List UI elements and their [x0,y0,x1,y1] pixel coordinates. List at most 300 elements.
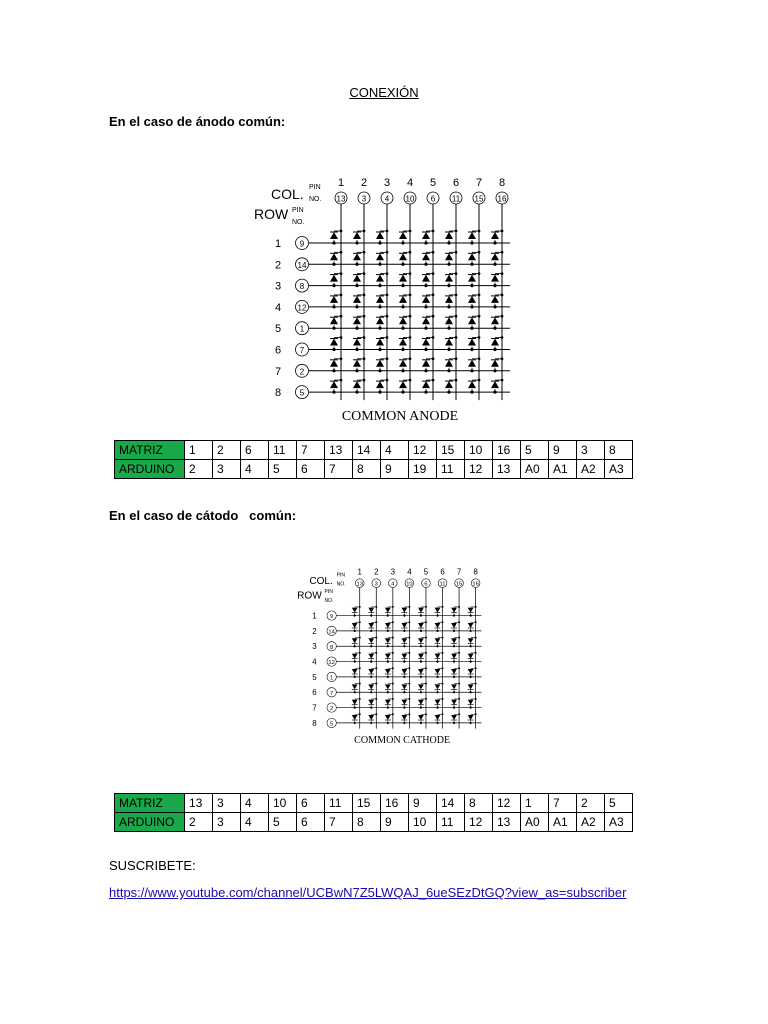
row-label: ROW [297,590,322,602]
junction-dot [442,621,444,623]
led-diode [385,608,391,613]
row-pin-number: 8 [299,282,305,292]
led-diode [353,275,361,282]
table-cell: 7 [549,794,577,813]
led-diode [385,684,391,689]
led-diode [368,623,374,628]
junction-dot [501,230,504,233]
table-cell: 12 [409,441,437,460]
led-diode [451,623,457,628]
junction-dot [409,294,412,297]
led-diode [435,623,441,628]
row-number: 5 [275,323,282,336]
row-number: 3 [275,280,282,293]
junction-dot [442,683,444,685]
col-number: 7 [456,567,462,577]
table-cell: 13 [325,441,353,460]
table-row-arduino [115,460,633,479]
junction-dot [442,713,444,715]
led-diode [330,381,338,388]
led-diode [353,296,361,303]
junction-dot [442,698,444,700]
junction-dot [386,251,389,254]
junction-dot [478,315,481,318]
junction-dot [442,652,444,654]
col-pin-number: 10 [406,581,413,588]
col-pin-number: 4 [384,194,390,204]
table-row-matriz [115,794,633,813]
table-cell: 9 [381,813,409,832]
row-number: 7 [275,365,282,378]
junction-dot [359,667,361,669]
led-diode [468,339,476,346]
table-cell: 5 [269,813,297,832]
led-diode [418,608,424,613]
junction-dot [340,357,343,360]
led-diode [385,623,391,628]
led-diode [451,700,457,705]
schematic-group [254,177,510,424]
table-cell: 14 [437,794,465,813]
led-diode [330,317,338,324]
junction-dot [392,698,394,700]
led-diode [491,317,499,324]
junction-dot [425,621,427,623]
col-label: COL. [271,186,304,202]
cathode-diagram [297,563,495,755]
junction-dot [432,230,435,233]
junction-dot [340,379,343,382]
junction-dot [442,637,444,639]
table-cell: 3 [213,460,241,479]
row-pin-number: 7 [299,346,305,355]
led-diode [376,275,384,282]
led-diode [445,275,453,282]
led-diode [368,715,374,720]
junction-dot [359,713,361,715]
led-diode [399,232,407,239]
anode-diagram [254,170,525,435]
row-pin-number: 9 [299,239,305,249]
col-number: 5 [423,567,429,577]
table-cell: 16 [381,794,409,813]
junction-dot [408,698,410,700]
led-diode [422,339,430,346]
led-diode [352,684,358,689]
junction-dot [409,357,412,360]
pin-label: PIN [292,207,304,214]
junction-dot [340,315,343,318]
pin-label: PIN [309,184,321,191]
led-diode [376,317,384,324]
led-diode [418,638,424,643]
col-pin-number: 6 [430,194,436,204]
common-cathode-schematic [297,563,495,755]
table-cell: 4 [241,794,269,813]
col-label: COL. [309,575,333,587]
junction-dot [392,621,394,623]
row-pin-number: 5 [299,388,305,398]
led-diode [435,654,441,659]
junction-dot [340,251,343,254]
led-diode [468,715,474,720]
led-diode [468,253,476,260]
table-cell: 2 [213,441,241,460]
table-row-label: MATRIZ [115,794,185,813]
junction-dot [375,652,377,654]
table-cell: 12 [465,460,493,479]
table-cell: 3 [213,813,241,832]
led-diode [418,669,424,674]
led-diode [401,654,407,659]
led-diode [376,232,384,239]
led-diode [468,669,474,674]
col-pin-number: 10 [405,194,415,204]
col-pin-number: 3 [374,581,378,588]
table-cell: 8 [353,813,381,832]
row-pin-number: 8 [330,644,334,651]
col-number: 3 [383,177,391,189]
led-diode [385,654,391,659]
led-diode [352,608,358,613]
junction-dot [392,652,394,654]
junction-dot [386,272,389,275]
led-diode [451,684,457,689]
row-number: 1 [275,238,282,250]
row-number: 8 [275,387,282,400]
led-diode [399,275,407,282]
led-diode [376,339,384,346]
led-diode [401,608,407,613]
col-number: 6 [440,567,445,577]
led-diode [451,669,457,674]
cathode-pin-table [114,793,633,832]
led-diode [330,232,338,239]
junction-dot [408,606,410,608]
junction-dot [425,637,427,639]
table-cell: A0 [521,460,549,479]
junction-dot [408,667,410,669]
junction-dot [501,294,504,297]
led-diode [330,253,338,260]
row-number: 7 [312,703,317,713]
led-diode [451,654,457,659]
table-cell: 9 [549,441,577,460]
junction-dot [501,357,504,360]
led-diode [491,296,499,303]
led-diode [352,638,358,643]
led-diode [353,253,361,260]
junction-dot [501,379,504,382]
junction-dot [475,713,477,715]
col-pin-number: 11 [439,581,446,588]
col-number: 2 [360,177,368,189]
row-pin-number: 1 [330,675,334,682]
row-number: 4 [275,301,282,314]
junction-dot [359,683,361,685]
led-diode [468,317,476,324]
led-diode [385,669,391,674]
schematic-group [297,568,481,747]
led-diode [468,232,476,239]
anode-pin-table [114,440,633,479]
table-cell: 6 [241,441,269,460]
table-cell: 2 [185,813,213,832]
led-diode [468,608,474,613]
junction-dot [501,336,504,339]
led-diode [491,253,499,260]
junction-dot [425,652,427,654]
junction-dot [442,667,444,669]
table-cell: 4 [241,460,269,479]
junction-dot [458,606,460,608]
led-diode [422,232,430,239]
led-diode [445,317,453,324]
led-diode [435,638,441,643]
table-cell: 5 [605,794,633,813]
junction-dot [425,713,427,715]
junction-dot [475,652,477,654]
row-label: ROW [254,206,289,222]
row-number: 8 [312,718,317,728]
table-cell: 1 [521,794,549,813]
led-diode [445,360,453,367]
junction-dot [392,637,394,639]
junction-dot [425,698,427,700]
table-cell: 7 [325,460,353,479]
led-diode [352,715,358,720]
pin-label: NO. [292,219,305,226]
junction-dot [442,606,444,608]
junction-dot [363,251,366,254]
table-cell: 11 [437,813,465,832]
junction-dot [363,272,366,275]
col-number: 6 [452,177,460,189]
junction-dot [455,379,458,382]
led-diode [435,608,441,613]
col-pin-number: 16 [497,194,507,204]
junction-dot [501,315,504,318]
led-diode [368,669,374,674]
led-diode [401,700,407,705]
col-number: 5 [429,177,437,189]
led-diode [376,360,384,367]
table-cell: 6 [297,460,325,479]
led-diode [376,296,384,303]
col-pin-number: 16 [472,581,479,588]
row-pin-number: 12 [297,303,307,313]
junction-dot [478,251,481,254]
led-diode [418,623,424,628]
junction-dot [425,683,427,685]
row-number: 6 [275,344,282,357]
led-diode [468,654,474,659]
led-diode [418,684,424,689]
row-number: 2 [312,626,317,636]
junction-dot [363,315,366,318]
led-diode [353,317,361,324]
common-anode-schematic [254,170,525,435]
diagram-caption: COMMON CATHODE [354,735,451,747]
led-diode [435,715,441,720]
led-diode [368,608,374,613]
junction-dot [432,336,435,339]
led-diode [418,715,424,720]
junction-dot [392,713,394,715]
led-diode [352,623,358,628]
table-cell: 1 [185,441,213,460]
junction-dot [455,272,458,275]
junction-dot [475,698,477,700]
junction-dot [386,315,389,318]
table-cell: 15 [353,794,381,813]
col-number: 1 [357,567,362,577]
led-diode [330,275,338,282]
table-cell: 7 [325,813,353,832]
led-diode [330,296,338,303]
table-cell: 8 [465,794,493,813]
junction-dot [386,294,389,297]
table-cell: 11 [269,441,297,460]
led-diode [399,381,407,388]
row-pin-number: 12 [328,660,335,667]
junction-dot [432,294,435,297]
junction-dot [408,652,410,654]
junction-dot [458,652,460,654]
junction-dot [386,230,389,233]
led-diode [353,339,361,346]
led-diode [418,654,424,659]
row-number: 5 [312,672,317,682]
table-cell: 10 [409,813,437,832]
youtube-channel-link[interactable]: https://www.youtube.com/channel/UCBwN7Z5LWQAJ_6ueSEzDtGQ?view_as=subscriber [109,885,627,900]
junction-dot [392,606,394,608]
junction-dot [386,379,389,382]
table-cell: A2 [577,813,605,832]
row-pin-number: 5 [330,721,334,728]
led-diode [401,669,407,674]
table-cell: 11 [437,460,465,479]
table-cell: 13 [493,813,521,832]
junction-dot [392,667,394,669]
junction-dot [375,713,377,715]
row-number: 6 [312,688,317,698]
junction-dot [409,230,412,233]
led-diode [491,339,499,346]
junction-dot [359,637,361,639]
led-diode [468,360,476,367]
junction-dot [386,357,389,360]
table-cell: 10 [269,794,297,813]
led-diode [376,253,384,260]
col-number: 4 [406,177,414,189]
led-diode [422,360,430,367]
junction-dot [409,379,412,382]
led-diode [401,638,407,643]
junction-dot [425,606,427,608]
led-diode [435,684,441,689]
row-pin-number: 2 [299,367,305,377]
junction-dot [475,606,477,608]
table-cell: 9 [381,460,409,479]
junction-dot [375,683,377,685]
junction-dot [340,336,343,339]
led-diode [353,360,361,367]
junction-dot [478,336,481,339]
junction-dot [458,698,460,700]
pin-label: PIN [324,589,333,596]
row-pin-number: 1 [299,324,305,334]
col-number: 8 [473,567,478,577]
led-diode [468,381,476,388]
junction-dot [409,336,412,339]
table-cell: A3 [605,813,633,832]
row-number: 4 [312,657,317,667]
led-diode [385,638,391,643]
table-cell: 15 [437,441,465,460]
table-cell: 3 [577,441,605,460]
diagram-caption: COMMON ANODE [341,409,459,425]
row-number: 3 [312,642,317,652]
table-cell: A3 [605,460,633,479]
led-diode [399,339,407,346]
table-cell: 2 [577,794,605,813]
junction-dot [458,621,460,623]
col-pin-number: 4 [391,581,395,588]
junction-dot [408,713,410,715]
table-cell: 12 [465,813,493,832]
junction-dot [375,606,377,608]
col-pin-number: 3 [361,194,367,204]
row-number: 1 [312,611,317,621]
led-diode [445,296,453,303]
col-pin-number: 6 [424,581,428,588]
led-diode [399,360,407,367]
led-diode [422,275,430,282]
table-cell: 11 [325,794,353,813]
junction-dot [432,357,435,360]
led-diode [399,317,407,324]
junction-dot [501,272,504,275]
table-cell: 12 [493,794,521,813]
led-diode [451,715,457,720]
table-cell: A1 [549,460,577,479]
junction-dot [392,683,394,685]
table-cell: 8 [605,441,633,460]
led-diode [491,232,499,239]
led-diode [353,381,361,388]
led-diode [451,608,457,613]
junction-dot [375,621,377,623]
junction-dot [386,336,389,339]
table-cell: 5 [269,460,297,479]
led-diode [422,381,430,388]
table-row-label: ARDUINO [115,813,185,832]
pin-label: NO. [324,597,334,604]
col-number: 4 [407,567,412,577]
junction-dot [455,294,458,297]
led-diode [401,684,407,689]
col-pin-number: 15 [474,194,484,204]
table-cell: 13 [493,460,521,479]
col-number: 8 [498,177,506,189]
pin-label: NO. [309,196,322,203]
junction-dot [363,294,366,297]
col-number: 3 [390,567,396,577]
pin-label: NO. [336,581,346,588]
led-diode [491,275,499,282]
col-number: 7 [475,177,483,189]
